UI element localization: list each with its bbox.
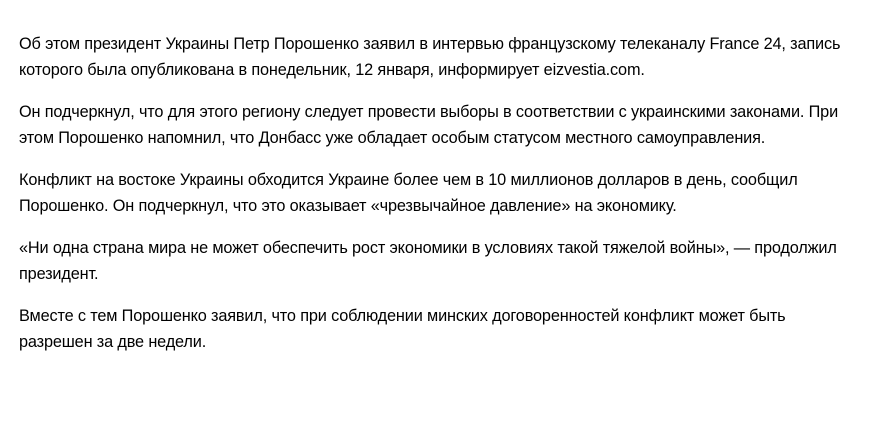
article-paragraph-4: «Ни одна страна мира не может обеспечить рост экономики в условиях такой тяжелой войны», — продолжил президент. <box>19 239 837 283</box>
article-paragraph-5: Вместе с тем Порошенко заявил, что при соблюдении минских договоренностей конфликт может быть разрешен за две недели. <box>19 307 786 351</box>
article-paragraph-1: Об этом президент Украины Петр Порошенко заявил в интервью французскому телеканалу France 24, запись которого была опубликована в понедельник, 12 января, информирует eizvestia.com. <box>19 35 841 79</box>
article-paragraph-2: Он подчеркнул, что для этого регионy следует провести выборы в соответствии с украинскими законами. При этом Порошенко напомнил, что Донбасс уже обладает особым статусом местного самоуправления. <box>19 103 839 147</box>
article-paragraph-3: Конфликт на востоке Украины обходится Украине более чем в 10 миллионов долларов в день, сообщил Порошенко. Он подчеркнул, что это оказывает «чрезвычайное давление» на экономику. <box>19 171 798 215</box>
